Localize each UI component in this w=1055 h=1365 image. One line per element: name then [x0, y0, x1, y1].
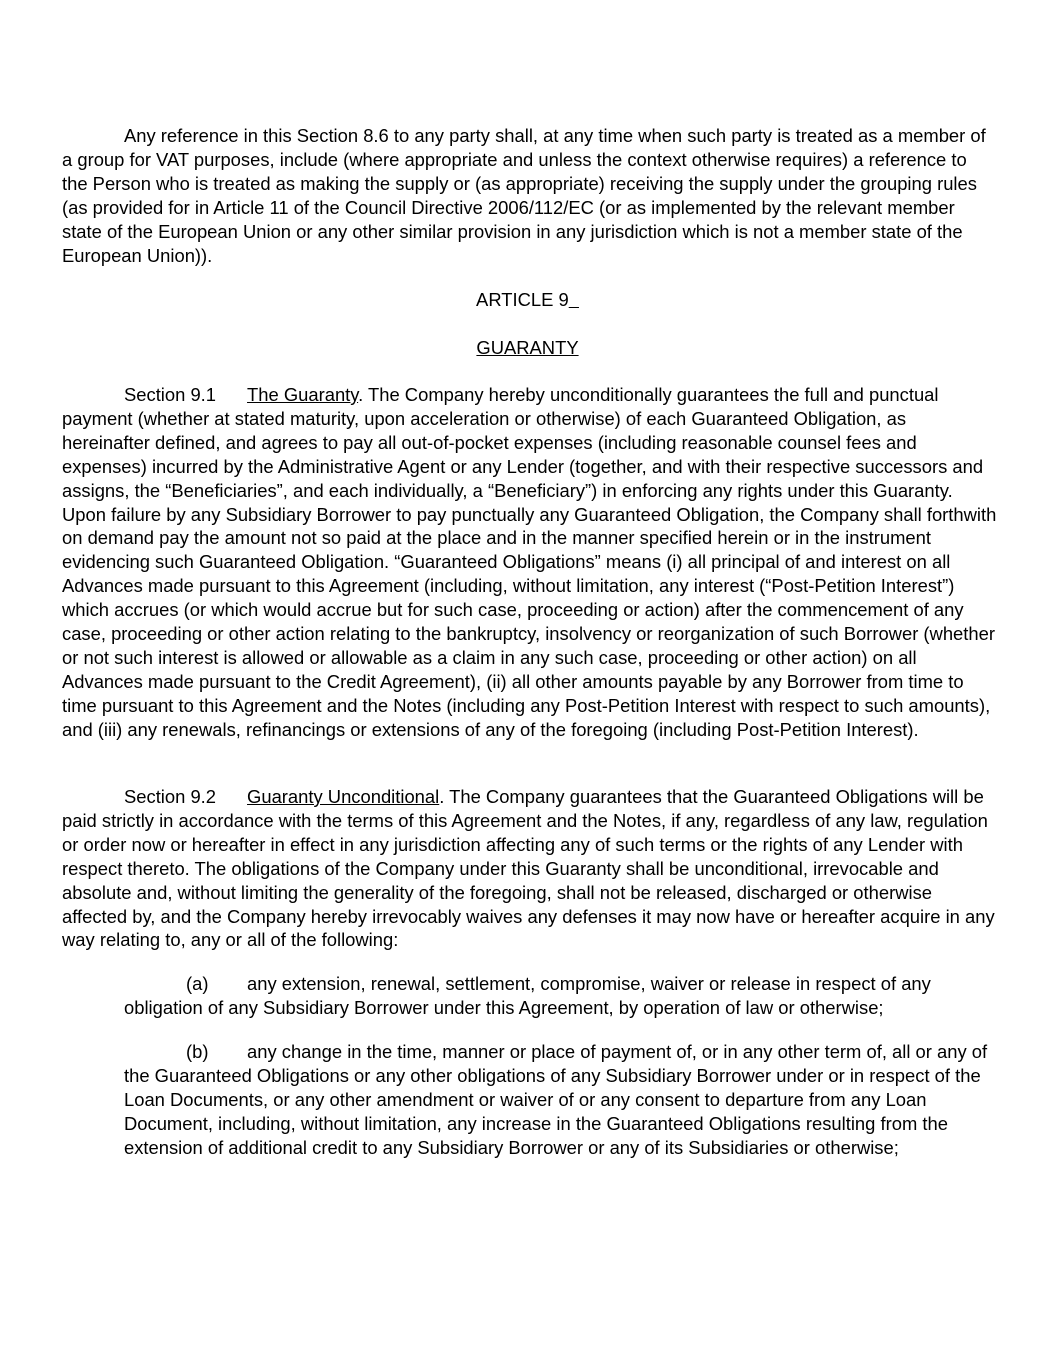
article-number-text: ARTICLE 9	[476, 289, 569, 310]
article-title-text: GUARANTY	[476, 337, 579, 358]
list-item-b-text: any change in the time, manner or place of payment of, or in any other term of, all or any of the Guaranteed Obligations or any other obligations of any Subsidiary Borrower under or in respect of the Loan Documents, or any other amendment or waiver of or any consent to departure from any Loan Document, including, without limitation, any increase in the Guaranteed Obligations resulting from the extension of additional credit to any Subsidiary Borrower or any of its Subsidiaries or otherwise;	[124, 1041, 988, 1158]
section-9-1	[62, 383, 997, 742]
list-item-a-label: (a)	[186, 973, 209, 994]
intro-paragraph: Any reference in this Section 8.6 to any party shall, at any time when such party is treated as a member of a group for VAT purposes, include (where appropriate and unless the context otherwise requires) a reference to the Person who is treated as making the supply or (as appropriate) receiving the supply under the grouping rules (as provided for in Article 11 of the Council Directive 2006/112/EC (or as implemented by the relevant member state of the European Union or any other similar provision in any jurisdiction which is not a member state of the European Union)).	[62, 125, 986, 266]
section-9-2	[62, 785, 997, 952]
section-9-2-body: . The Company guarantees that the Guaranteed Obligations will be paid strictly in accordance with the terms of this Agreement and the Notes, if any, regardless of any law, regulation or order now or hereafter in effect in any jurisdiction affecting any of such terms or the rights of any Lender with respect thereto. The obligations of the Company under this Guaranty shall be unconditional, irrevocable and absolute and, without limiting the generality of the foregoing, shall not be released, discharged or otherwise affected by, and the Company hereby irrevocably waives any defenses it may now have or hereafter acquire in any way relating to, any or all of the following:	[62, 786, 995, 951]
section-9-2-number: Section 9.2	[124, 786, 217, 807]
list-item-b	[124, 1040, 997, 1160]
article-title	[0, 336, 1055, 360]
section-9-2-heading: Guaranty Unconditional	[247, 786, 440, 807]
list-item-a	[124, 972, 997, 1020]
list-item-a-text: any extension, renewal, settlement, compromise, waiver or release in respect of any obligation of any Subsidiary Borrower under this Agreement, by operation of law or otherwise;	[124, 973, 931, 1018]
section-9-1-body: . The Company hereby unconditionally guarantees the full and punctual payment (whether at stated maturity, upon acceleration or otherwise) of each Guaranteed Obligation, as hereinafter defined, and agrees to pay all out-of-pocket expenses (including reasonable counsel fees and expenses) incurred by the Administrative Agent or any Lender (together, and with their respective successors and assigns, the “Beneficiaries”, and each individually, a “Beneficiary”) in enforcing any rights under this Guaranty. Upon failure by any Subsidiary Borrower to pay punctually any Guaranteed Obligation, the Company shall forthwith on demand pay the amount not so paid at the place and in the manner specified herein or in the instrument evidencing such Guaranteed Obligation. “Guaranteed Obligations” means (i) all principal of and interest on all Advances made pursuant to this Agreement (including, without limitation, any interest (“Post-Petition Interest”) which accrues (or which would accrue but for such case, proceeding or action) after the commencement of any case, proceeding or other action relating to the bankruptcy, insolvency or reorganization of such Borrower (whether or not such interest is allowed or allowable as a claim in any such case, proceeding or other action) on all Advances made pursuant to the Credit Agreement), (ii) all other amounts payable by any Borrower from time to time pursuant to this Agreement and the Notes (including any Post-Petition Interest with respect to such amounts), and (iii) any renewals, refinancings or extensions of any of the foregoing (including Post-Petition Interest).	[62, 384, 997, 740]
section-9-1-heading: The Guaranty	[247, 384, 359, 405]
section-9-1-number: Section 9.1	[124, 384, 217, 405]
list-item-b-label: (b)	[186, 1041, 209, 1062]
article-number	[0, 288, 1055, 312]
